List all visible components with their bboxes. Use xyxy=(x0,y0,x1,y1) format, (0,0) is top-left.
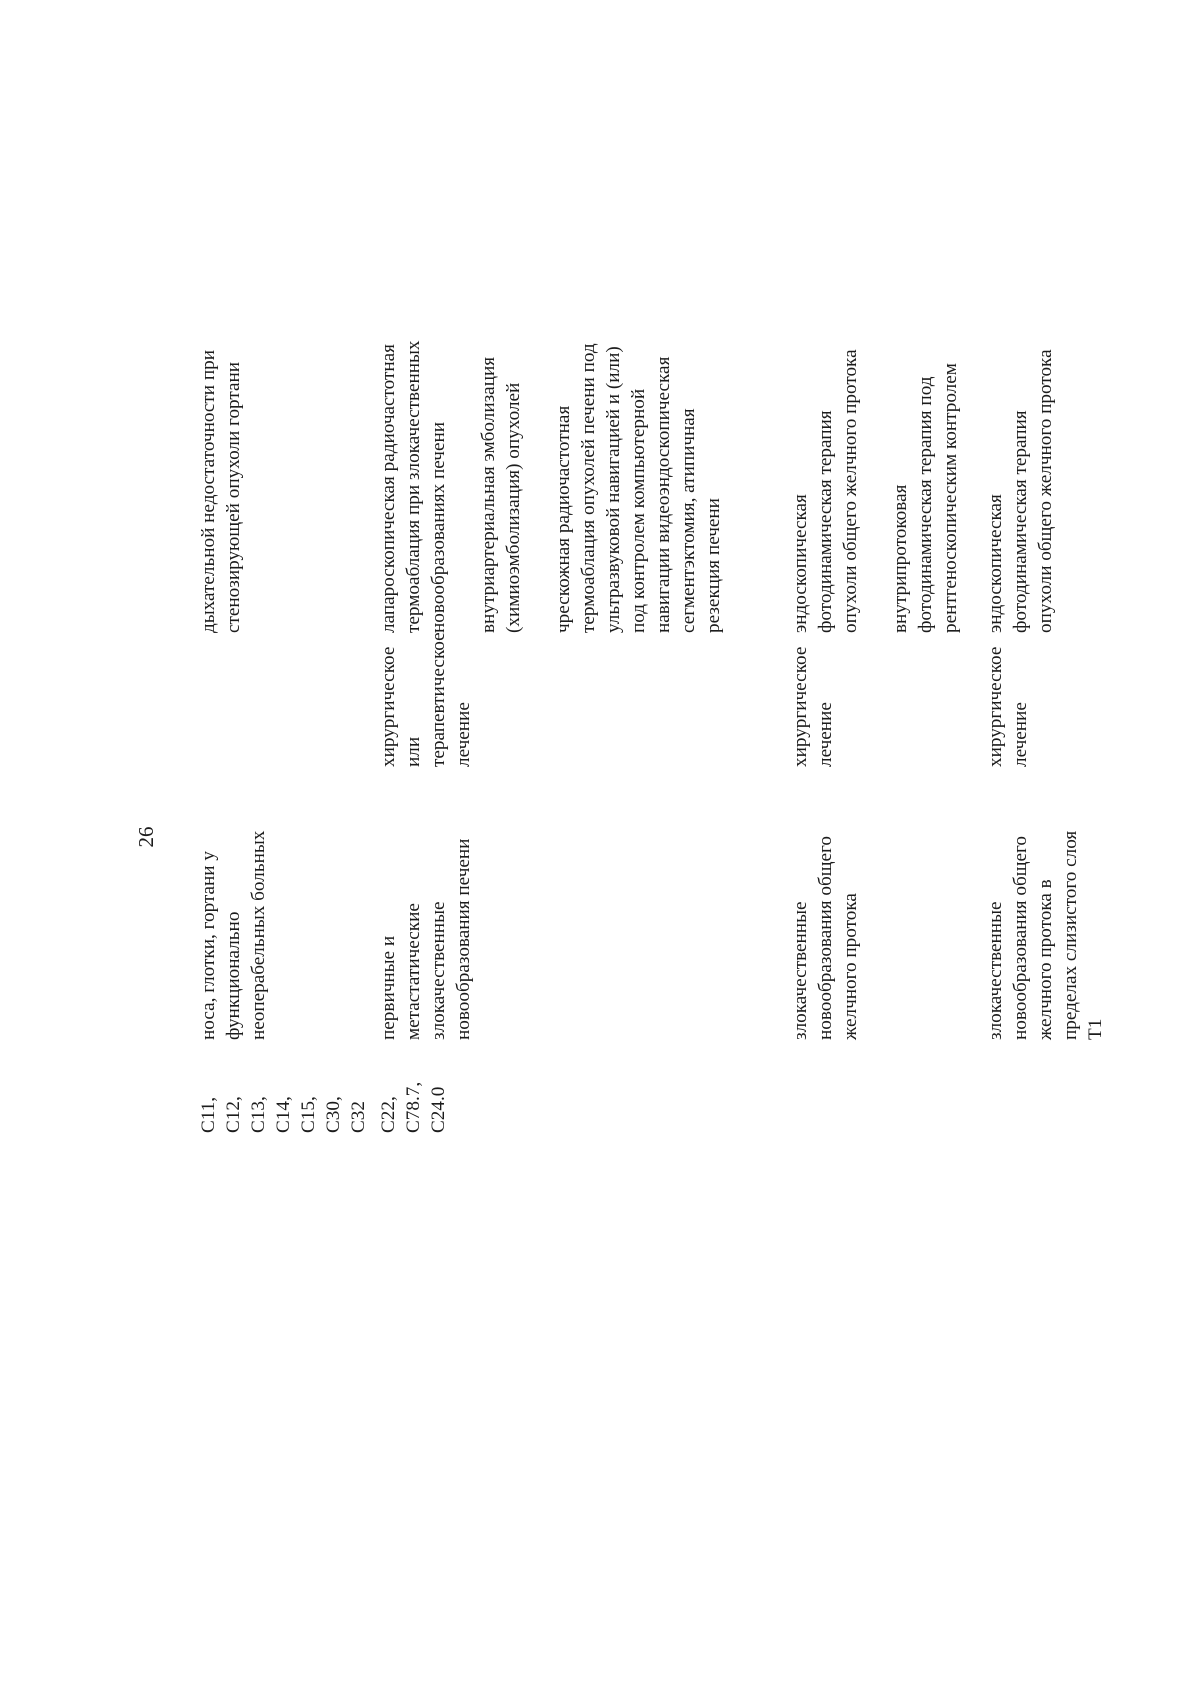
method-paragraph xyxy=(788,303,863,633)
method-cell xyxy=(983,303,1058,633)
diagnosis-line: T1 xyxy=(1085,1018,1106,1040)
diagnosis-line: злокачественные xyxy=(790,901,811,1040)
method-line: сегментэктомия, атипичная xyxy=(678,408,699,633)
diagnosis-line: функционально xyxy=(223,911,244,1040)
diagnosis-line: новообразования общего xyxy=(815,835,836,1040)
method-line: навигации видеоэндоскопическая xyxy=(653,356,674,633)
diagnosis-cell xyxy=(788,790,863,1040)
method-cell xyxy=(196,303,246,633)
icd-code: C11, xyxy=(198,1096,219,1133)
diagnosis-line: новообразования печени xyxy=(453,838,474,1040)
icd-code: C15, xyxy=(298,1096,319,1133)
method-line: внутриартериальная эмболизация xyxy=(478,356,499,633)
method-line: термоаблация опухолей печени под xyxy=(578,343,599,633)
diagnosis-line: злокачественные xyxy=(985,901,1006,1040)
diagnosis-cell xyxy=(196,790,271,1040)
diagnosis-line: носа, глотки, гортани у xyxy=(198,851,219,1040)
method-paragraph xyxy=(983,303,1058,633)
treatment-line: хирургическое xyxy=(790,646,811,767)
method-line: внутрипротоковая xyxy=(890,484,911,633)
method-line: фотодинамическая терапия xyxy=(815,410,836,633)
method-cell xyxy=(376,303,726,633)
treatment-line: лечение xyxy=(1010,702,1031,767)
treatment-line: лечение xyxy=(815,702,836,767)
method-line: опухоли общего желчного протока xyxy=(1035,349,1056,633)
icd-code: C13, xyxy=(248,1096,269,1133)
icd-code: C14, xyxy=(273,1096,294,1133)
method-line: опухоли общего желчного протока xyxy=(840,349,861,633)
icd-code: C12, xyxy=(223,1096,244,1133)
treatment-type-cell xyxy=(376,617,476,767)
diagnosis-cell xyxy=(983,790,1108,1040)
method-paragraph xyxy=(551,303,726,633)
treatment-line: или xyxy=(403,736,424,767)
method-line: дыхательной недостаточности при xyxy=(198,349,219,633)
method-line: фотодинамическая терапия под xyxy=(915,376,936,633)
method-line: под контролем компьютерной xyxy=(628,388,649,633)
method-line: фотодинамическая терапия xyxy=(1010,410,1031,633)
method-paragraph xyxy=(888,303,963,633)
method-line: эндоскопическая xyxy=(790,494,811,633)
icd-code: C22, xyxy=(378,1096,399,1133)
treatment-type-cell xyxy=(788,617,838,767)
icd-code: C30, xyxy=(323,1096,344,1133)
icd-code: C32 xyxy=(348,1101,369,1133)
diagnosis-line: неоперабельных больных xyxy=(248,830,269,1040)
treatment-line: терапевтическое xyxy=(428,632,449,767)
treatment-type-cell xyxy=(983,617,1033,767)
method-line: новообразованиях печени xyxy=(428,422,449,633)
diagnosis-line: новообразования общего xyxy=(1010,835,1031,1040)
method-line: лапароскопическая радиочастотная xyxy=(378,343,399,633)
diagnosis-cell xyxy=(376,790,476,1040)
method-line: стенозирующей опухоли гортани xyxy=(223,361,244,633)
diagnosis-line: пределах слизистого слоя xyxy=(1060,830,1081,1040)
method-line: резекция печени xyxy=(703,498,724,633)
diagnosis-line: злокачественные xyxy=(428,901,449,1040)
method-line: ультразвуковой навигацией и (или) xyxy=(603,346,624,633)
method-paragraph xyxy=(196,303,246,633)
icd-code: C78.7, xyxy=(403,1081,424,1133)
icd-codes-cell xyxy=(196,1058,371,1133)
icd-codes-cell xyxy=(376,1058,451,1133)
treatment-line: лечение xyxy=(453,702,474,767)
method-line: (химиоэмболизация) опухолей xyxy=(503,382,524,633)
page-number: 26 xyxy=(134,826,158,848)
method-line: рентгеноскопическим контролем xyxy=(940,363,961,633)
method-paragraph xyxy=(376,303,451,633)
treatment-line: хирургическое xyxy=(378,646,399,767)
method-line: термоаблация при злокачественных xyxy=(403,340,424,633)
treatment-line: хирургическое xyxy=(985,646,1006,767)
diagnosis-line: желчного протока в xyxy=(1035,879,1056,1040)
diagnosis-line: метастатические xyxy=(403,903,424,1040)
method-line: эндоскопическая xyxy=(985,494,1006,633)
diagnosis-line: желчного протока xyxy=(840,893,861,1040)
icd-code: C24.0 xyxy=(428,1086,449,1133)
method-paragraph xyxy=(476,303,526,633)
method-line: чрескожная радиочастотная xyxy=(553,405,574,633)
method-cell xyxy=(788,303,963,633)
diagnosis-line: первичные и xyxy=(378,935,399,1040)
